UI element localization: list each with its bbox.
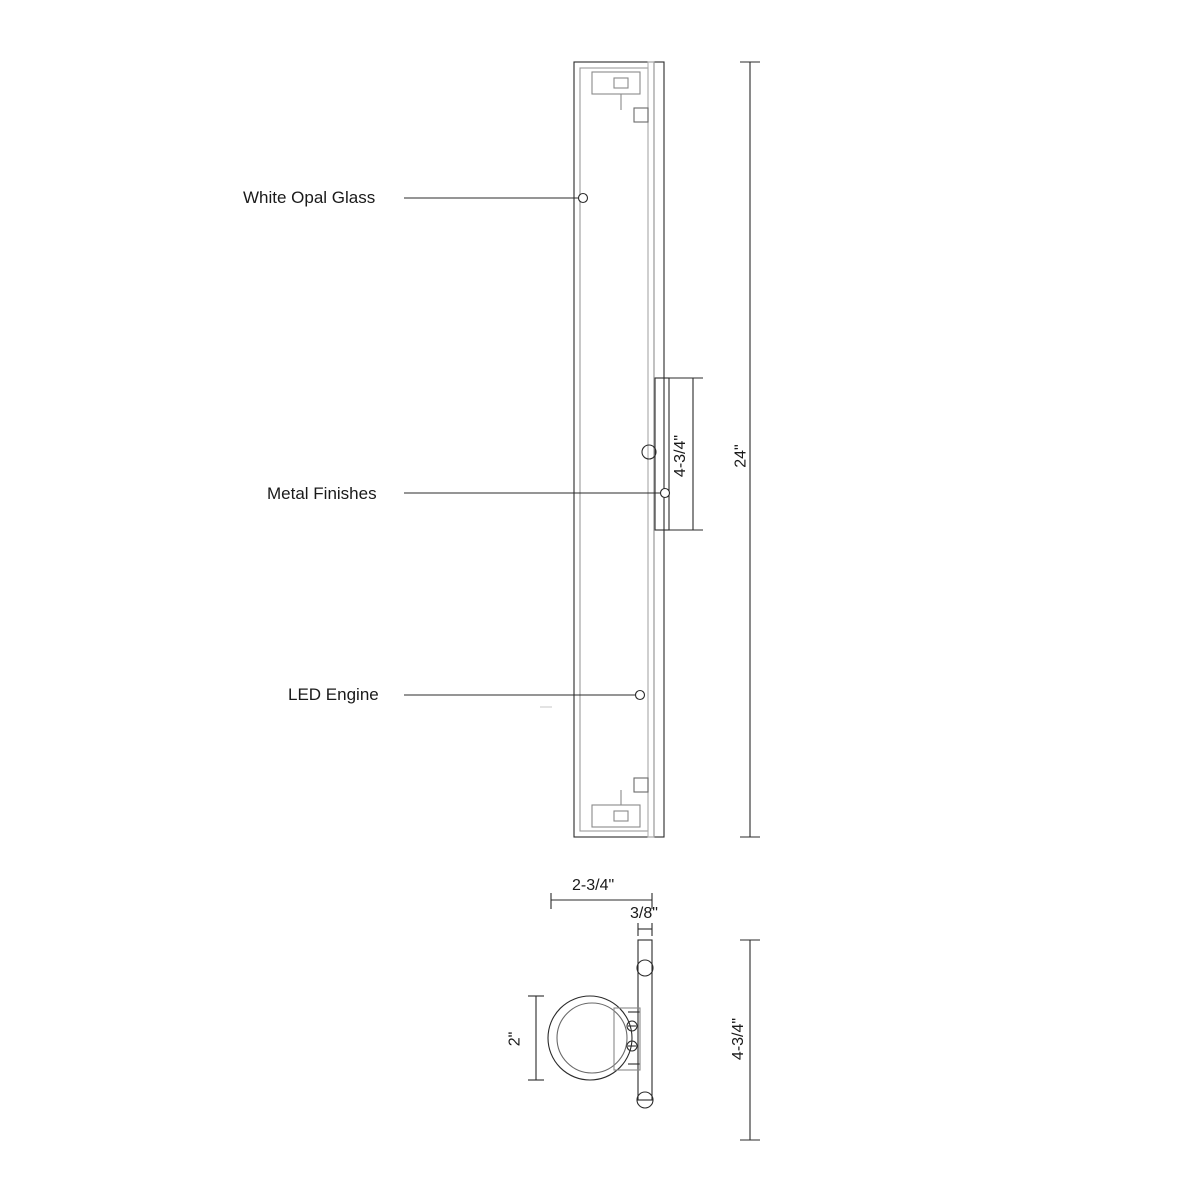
front-elevation-view <box>540 62 669 837</box>
bottom-socket <box>634 778 648 792</box>
top-mount-block <box>614 78 628 88</box>
leader-dot-metal-finishes <box>661 489 670 498</box>
callout-label-led-engine: LED Engine <box>288 685 379 704</box>
bottom-end-cap <box>592 805 640 827</box>
top-end-cap <box>592 72 640 94</box>
bottom-mount-block <box>614 811 628 821</box>
leader-dot-white-opal-glass <box>579 194 588 203</box>
top-socket <box>634 108 648 122</box>
dim-label-overall-height: 24" <box>732 444 750 468</box>
dim-label-side-view-height: 4-3/4" <box>730 1017 748 1061</box>
dim-label-backplate-width: 2-3/4" <box>572 877 615 894</box>
mount-knob-top <box>637 960 653 976</box>
callout-label-metal-finishes: Metal Finishes <box>267 484 377 503</box>
dimension-canopy-diameter <box>528 996 544 1080</box>
leader-dot-led-engine <box>636 691 645 700</box>
dim-label-canopy-diameter: 2" <box>506 1031 524 1047</box>
dimension-backplate-thickness <box>638 923 652 936</box>
glass-diffuser-face <box>580 68 648 831</box>
metal-edge-inner <box>648 62 654 837</box>
mid-backplate-projection <box>655 378 669 530</box>
dim-label-backplate-thickness: 3/8" <box>630 905 658 922</box>
side-section-view <box>548 940 653 1108</box>
callout-label-white-opal-glass: White Opal Glass <box>243 188 376 207</box>
canopy-inner-circle <box>557 1003 627 1073</box>
canopy-outer-circle <box>548 996 632 1080</box>
dim-label-fixture-depth-front: 4-3/4" <box>672 434 690 478</box>
callout-leaders <box>404 194 670 700</box>
